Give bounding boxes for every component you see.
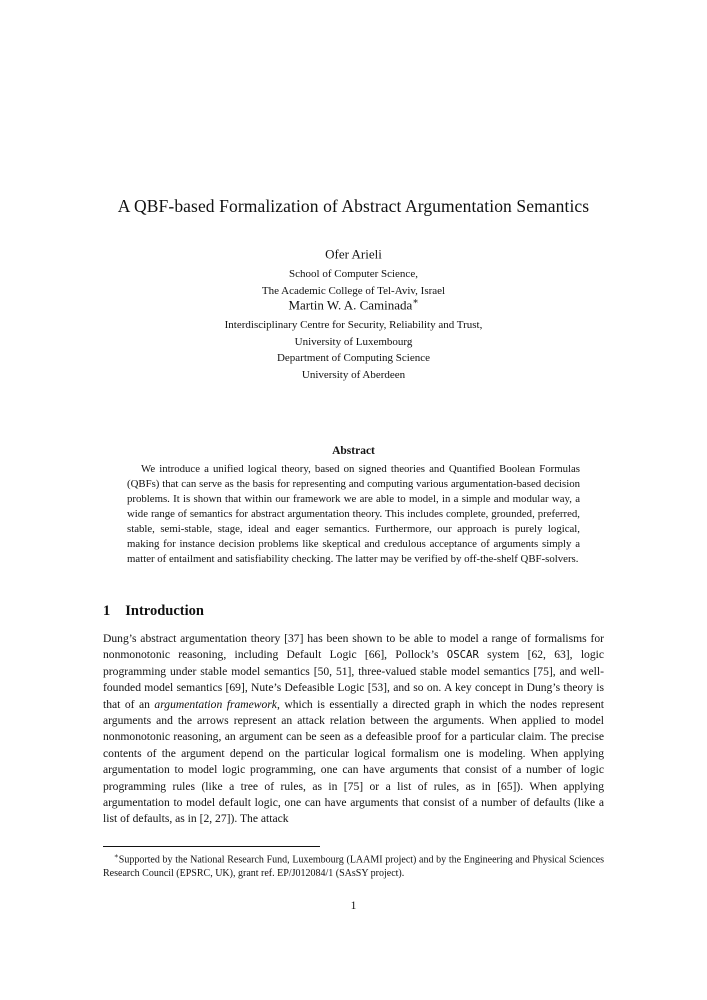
section-number: 1: [103, 603, 111, 619]
footnote: [103, 850, 604, 880]
author-affiliation-line: University of Aberdeen: [301, 368, 406, 381]
author-affiliation-line: School of Computer Science,: [289, 268, 418, 281]
abstract-heading: Abstract: [332, 445, 375, 457]
author-affiliation-line: University of Luxembourg: [294, 335, 413, 348]
author-name: [0, 292, 707, 314]
abstract-body: We introduce a unified logical theory, based on signed theories and Quantified Boolean Formulas (QBFs) that can serve as the basis for representing and computing various argumentation-based decision problems. It is shown that within our framework we are able to model, in a simple and modular way, a wide range of semantics for abstract argumentation theory. This includes complete, grounded, preferred, stable, semi-stable, stage, ideal and eager semantics. Furthermore, our approach is purely logical, making for instance decision problems like skeptical and credulous acceptance of arguments simply a matter of entailment and satisfiability checking. The latter may be verified by off-the-shelf QBF-solvers.: [127, 463, 580, 565]
section-heading: [103, 603, 204, 620]
paper-title: A QBF-based Formalization of Abstract Argumentation Semantics: [117, 196, 590, 216]
section-title: Introduction: [125, 603, 204, 619]
author-affiliation-line: Interdisciplinary Centre for Security, Reliability and Trust,: [224, 319, 483, 332]
intro-paragraph: [103, 631, 604, 828]
author-affiliation-line: The Academic College of Tel-Aviv, Israel: [261, 284, 446, 297]
footnote-rule: [103, 846, 320, 847]
paragraph-segment: OSCAR: [446, 648, 479, 662]
footnote-marker: ∗: [114, 852, 119, 860]
paragraph-segment: Dung’s abstract argumentation theory [37] has been shown to be able to model a range of formalisms for nonmonotonic reasoning, including Default Logic [66], Pollock’s: [103, 632, 604, 662]
footnote-text: Supported by the National Research Fund, Luxembourg (LAAMI project) and by the Engineering and Physical Sciences Research Council (EPSRC, UK), grant ref. EP/J012084/1 (SAsSY project).: [103, 854, 604, 879]
author-block-caminada: [0, 292, 707, 383]
author-affiliation-line: Department of Computing Science: [276, 352, 431, 365]
author-mark: ∗: [412, 296, 419, 306]
paragraph-segment: argumentation framework: [154, 697, 277, 711]
page-number: 1: [350, 900, 357, 912]
author-name-text: Ofer Arieli: [325, 246, 382, 262]
author-name-text: Martin W. A. Caminada: [288, 297, 413, 313]
author-block-arieli: [0, 241, 707, 299]
paragraph-segment: system [62, 63], logic programming under stable model semantics [50, 51], three-valued stable model semantics [75], and well-founded model semantics [69], Nute’s Defeasible Logic [53], and so on. A key concept in Dung’s theory is that of an: [103, 648, 605, 711]
paragraph-segment: , which is essentially a directed graph in which the nodes represent arguments and the arrows represent an attack relation between the arguments. When applied to model nonmonotonic reasoning, an argument can be seen as a defeasible proof for a particular claim. The precise contents of the argument depend on the particular logical formalism one is modeling. When applying argumentation to model logic programming, one can have arguments that consist of a number of logic programming rules (like a tree of rules, as in [75] or a list of rules, as in [65]). When applying argumentation to model default logic, one can have arguments that consist of a number of defaults (like a list of defaults, as in [2, 27]). The attack: [103, 697, 604, 826]
author-name: [0, 241, 707, 263]
